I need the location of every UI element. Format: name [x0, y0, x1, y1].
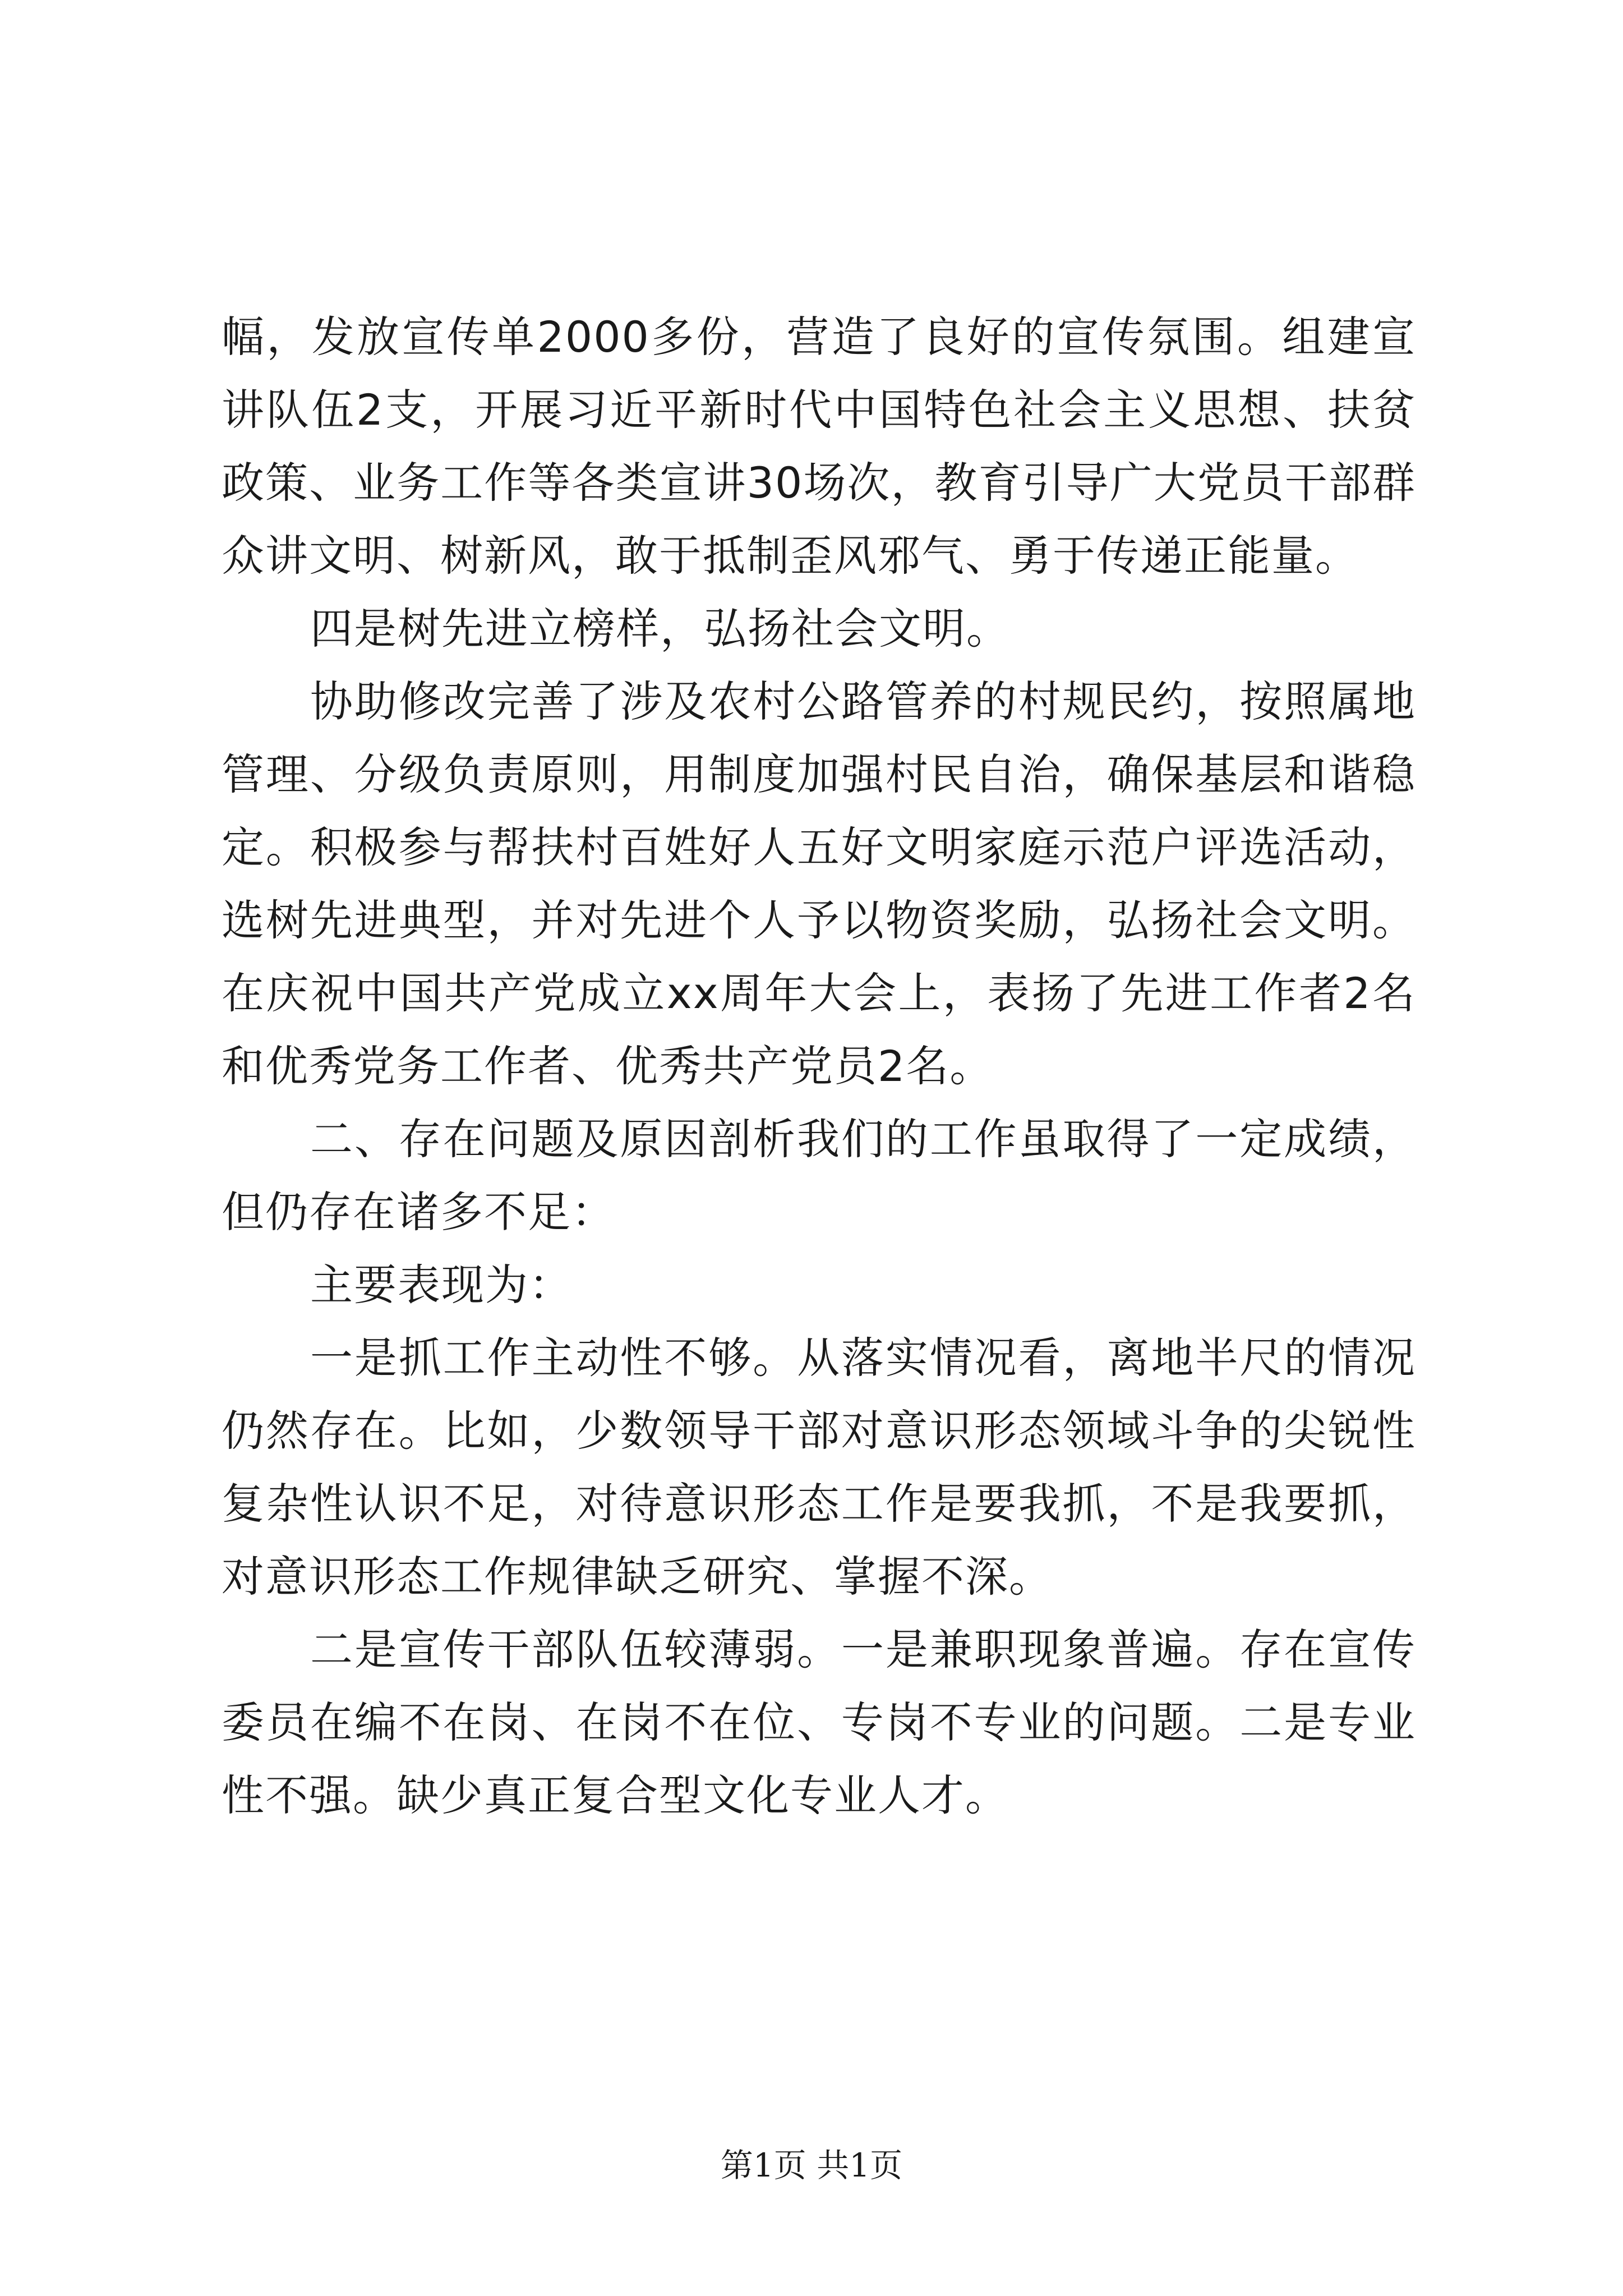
paragraph-1: 幅，发放宣传单2000多份，营造了良好的宣传氛围。组建宣讲队伍2支，开展习近平新时代中国特色社会主义思想、扶贫政策、业务工作等各类宣讲30场次，教育引导广大党员干部群众讲文明、树新风，敢于抵制歪风邪气、勇于传递正能量。: [222, 312, 1416, 581]
paragraph-4: 二、存在问题及原因剖析我们的工作虽取得了一定成绩，但仍存在诸多不足：: [222, 1114, 1416, 1237]
paragraph-5: 主要表现为：: [310, 1260, 573, 1310]
paragraph-6: 一是抓工作主动性不够。从落实情况看，离地半尺的情况仍然存在。比如，少数领导干部对意识形态领域斗争的尖锐性复杂性认识不足，对待意识形态工作是要我抓，不是我要抓，对意识形态工作规律缺乏研究、掌握不深。: [222, 1333, 1416, 1602]
page-number-label: 第1页 共1页: [720, 2146, 903, 2184]
document-body: [222, 301, 1416, 1832]
paragraph-7: 二是宣传干部队伍较薄弱。一是兼职现象普遍。存在宣传委员在编不在岗、在岗不在位、专岗不专业的问题。二是专业性不强。缺少真正复合型文化专业人才。: [222, 1625, 1416, 1820]
paragraph-3: 协助修改完善了涉及农村公路管养的村规民约，按照属地管理、分级负责原则，用制度加强村民自治，确保基层和谐稳定。积极参与帮扶村百姓好人五好文明家庭示范户评选活动，选树先进典型，并对先进个人予以物资奖励，弘扬社会文明。在庆祝中国共产党成立xx周年大会上，表扬了先进工作者2名和优秀党务工作者、优秀共产党员2名。: [222, 677, 1416, 1091]
paragraph-2: 四是树先进立榜样，弘扬社会文明。: [310, 604, 1010, 654]
page-footer: [0, 2143, 1623, 2188]
